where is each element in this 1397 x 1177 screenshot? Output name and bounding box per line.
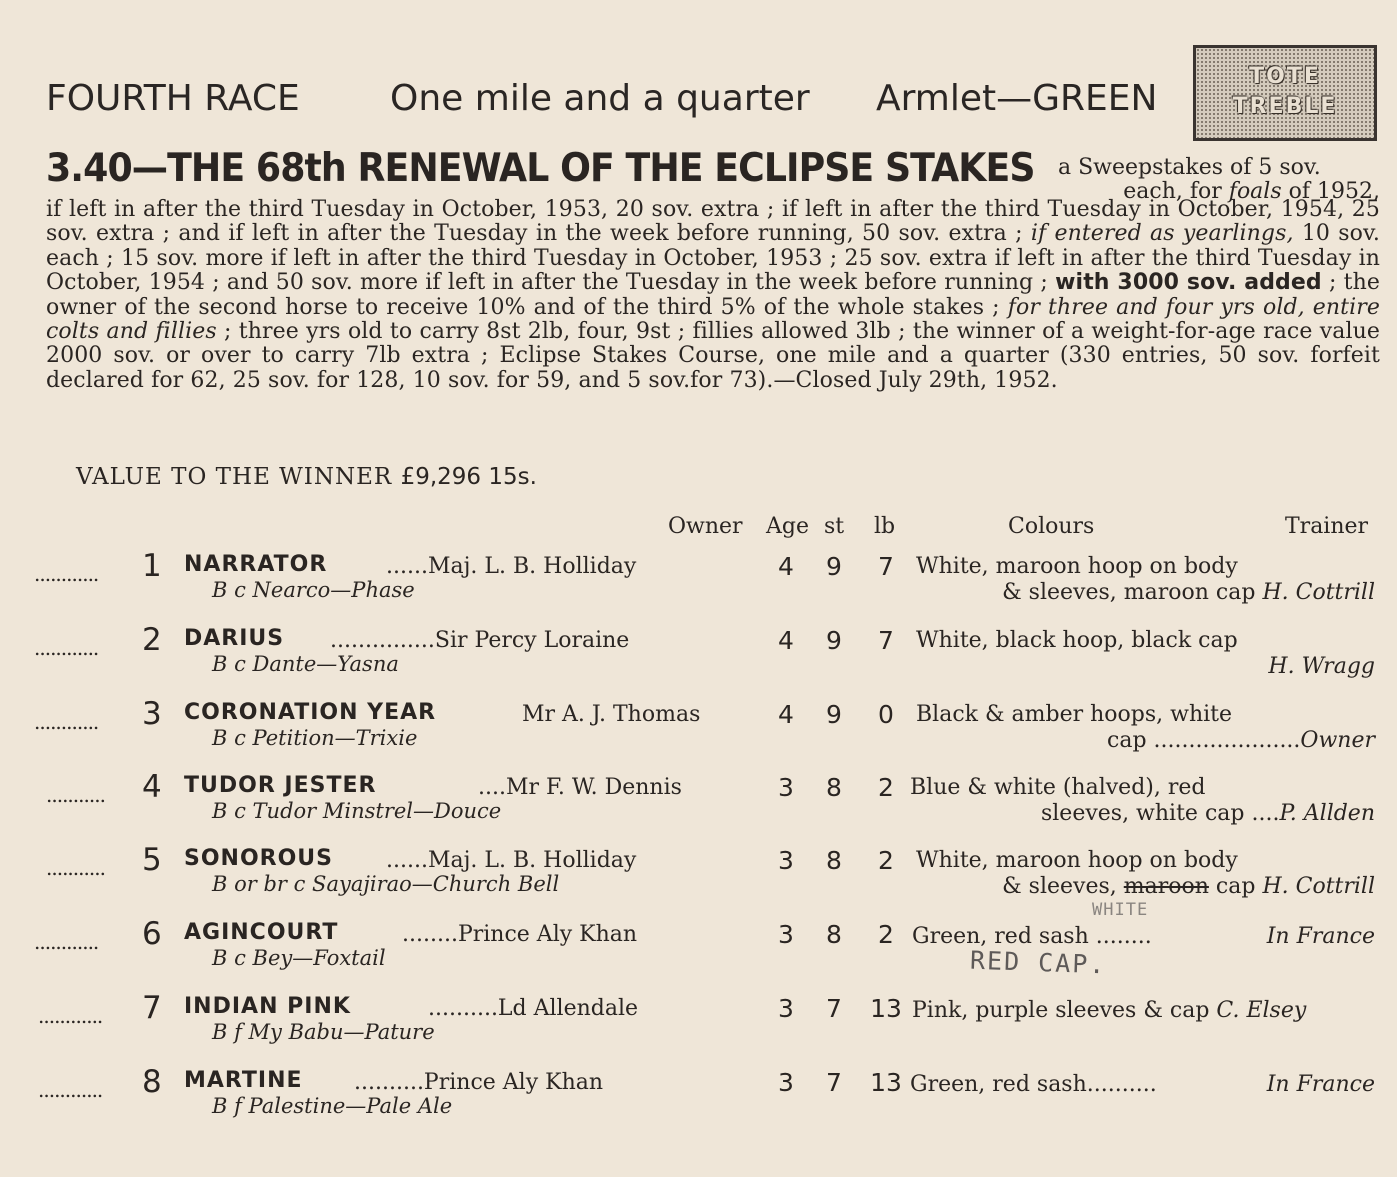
- horse-age: 3: [778, 846, 794, 875]
- column-colours: Colours: [1008, 514, 1095, 539]
- horse-pedigree: B c Dante—Yasna: [212, 652, 399, 676]
- owner-name: ..........Prince Aly Khan: [354, 1070, 604, 1095]
- horse-name: CORONATION YEAR: [184, 700, 437, 725]
- race-conditions: [46, 198, 1380, 393]
- colours-line-1: White, maroon hoop on body: [916, 848, 1238, 873]
- race-number: FOURTH RACE: [46, 78, 300, 119]
- runner-number: 5: [142, 842, 162, 878]
- weight-st: 8: [826, 846, 842, 875]
- colours-line-2-text: cap .....................: [1107, 728, 1301, 753]
- conditions-italic-1: if entered as yearlings,: [1030, 221, 1294, 247]
- race-title: 3.40—THE 68th RENEWAL OF THE ECLIPSE STAKES: [46, 146, 1035, 191]
- horse-pedigree: B or br c Sayajirao—Church Bell: [212, 872, 560, 896]
- owner-name: ...............Sir Percy Loraine: [330, 628, 630, 653]
- colours-line-2: [1107, 728, 1375, 753]
- horse-age: 4: [778, 552, 794, 581]
- owner-name: Mr A. J. Thomas: [522, 702, 701, 727]
- column-owner: Owner: [668, 514, 743, 539]
- conditions-part-1: if left in after the third Tuesday in October, 1953, 20 sov. extra ; if left in after the third Tuesday in October, 1954, 25 sov. extra ; and if left in after the Tuesday in the week before running, 50 sov. extra ;: [46, 197, 1380, 247]
- colours-line-2-text: & sleeves,: [1002, 874, 1124, 899]
- runner-dots: ............: [34, 930, 99, 954]
- conditions-part-2: 10 sov. each ; 15 sov. more if left in after the third Tuesday in October, 1953 ; 25 sov. extra if left in after the third Tuesday in October, 1954 ; and 50 sov. more if left in after the Tuesday in the week before running ;: [46, 221, 1380, 296]
- weight-lb: 2: [878, 846, 894, 875]
- weight-st: 8: [826, 773, 842, 802]
- winner-value-amount: £9,296 15s.: [400, 464, 537, 490]
- colours-line-1: Blue & white (halved), red: [910, 775, 1206, 800]
- title-side-line-2-prefix: each, for: [1123, 179, 1229, 204]
- horse-pedigree: B c Petition—Trixie: [212, 726, 418, 750]
- winner-value: [76, 464, 537, 490]
- title-side-line-1: a Sweepstakes of 5 sov.: [1058, 155, 1321, 180]
- runner-row: [0, 696, 1397, 768]
- horse-name: INDIAN PINK: [184, 994, 351, 1019]
- armlet-colour: Armlet—GREEN: [876, 78, 1158, 119]
- horse-pedigree: B f Palestine—Pale Ale: [212, 1094, 453, 1118]
- race-distance: One mile and a quarter: [390, 78, 810, 119]
- horse-age: 4: [778, 626, 794, 655]
- runner-number: 7: [142, 990, 162, 1026]
- runner-row: [0, 842, 1397, 914]
- colours-line-1-text: Pink, purple sleeves & cap: [912, 998, 1217, 1023]
- colours-line-2-text: sleeves, white cap ....: [1040, 801, 1280, 826]
- owner-name: ......Maj. L. B. Holliday: [386, 554, 637, 579]
- colours-line-1: [912, 998, 1306, 1023]
- title-side-line-2-suffix: of 1952,: [1281, 179, 1380, 204]
- tote-line-2: TREBLE: [1232, 94, 1338, 119]
- trainer-name: P. Allden: [1279, 801, 1375, 826]
- runner-dots: ...........: [46, 783, 105, 807]
- colours-line-2-tail: cap: [1208, 874, 1263, 899]
- runner-row: [0, 1064, 1397, 1136]
- trainer-name: Owner: [1300, 728, 1375, 753]
- weight-st: 8: [826, 920, 842, 949]
- weight-lb: 2: [878, 773, 894, 802]
- column-trainer: Trainer: [1285, 514, 1369, 539]
- horse-pedigree: B c Bey—Foxtail: [212, 946, 386, 970]
- weight-lb: 13: [870, 994, 902, 1023]
- conditions-part-4: ; three yrs old to carry 8st 2lb, four, 9st ; fillies allowed 3lb ; the winner of a weight-for-age race value 2000 sov. or over to carry 7lb extra ; Eclipse Stakes Course, one mile and a quarter (330 entries, 50 sov. forfeit declared for 62, 25 sov. for 128, 10 sov. for 59, and 5 sov.for 73).—Closed July 29th, 1952.: [46, 319, 1380, 393]
- handwritten-annotation-white: WHITE: [1092, 900, 1149, 920]
- runner-row: [0, 548, 1397, 620]
- runner-dots: ............: [34, 710, 99, 734]
- horse-pedigree: B f My Babu—Pature: [212, 1020, 435, 1044]
- horse-name: AGINCOURT: [184, 920, 339, 945]
- weight-lb: 2: [878, 920, 894, 949]
- owner-name: ........Prince Aly Khan: [402, 922, 638, 947]
- runner-number: 1: [142, 548, 162, 584]
- weight-lb: 0: [878, 700, 894, 729]
- horse-age: 3: [778, 773, 794, 802]
- weight-st: 7: [826, 1068, 842, 1097]
- colours-struck-word: maroon: [1123, 874, 1209, 899]
- colours-line-1: Green, red sash..........: [910, 1072, 1157, 1097]
- owner-name: ....Mr F. W. Dennis: [478, 775, 682, 800]
- horse-name: DARIUS: [184, 626, 285, 651]
- trainer-name: H. Cottrill: [1262, 580, 1375, 605]
- conditions-bold-added: with 3000 sov. added: [1055, 270, 1322, 296]
- title-side-line-2-italic: foals: [1228, 179, 1282, 204]
- weight-lb: 7: [878, 552, 894, 581]
- conditions-part-3: ; the owner of the second horse to receive 10% and of the third 5% of the whole stakes ;: [46, 270, 1380, 320]
- runner-row: [0, 916, 1397, 988]
- owner-name: ......Maj. L. B. Holliday: [386, 848, 637, 873]
- runner-number: 4: [142, 769, 162, 805]
- trainer-name: H. Cottrill: [1262, 874, 1375, 899]
- tote-treble-badge: [1193, 45, 1377, 141]
- horse-name: MARTINE: [184, 1068, 303, 1093]
- runner-number: 3: [142, 696, 162, 732]
- horse-age: 3: [778, 994, 794, 1023]
- conditions-italic-2: for three and four yrs old, entire colts and fillies: [46, 294, 1380, 345]
- colours-line-2: [1268, 654, 1375, 679]
- trainer-name: In France: [1266, 1072, 1375, 1097]
- trainer-name: H. Wragg: [1268, 654, 1375, 679]
- race-header: [46, 78, 1186, 128]
- horse-age: 3: [778, 920, 794, 949]
- runner-dots: ............: [34, 562, 99, 586]
- horse-name: NARRATOR: [184, 552, 328, 577]
- runner-dots: ...........: [46, 856, 105, 880]
- horse-pedigree: B c Nearco—Phase: [212, 578, 415, 602]
- runner-row: [0, 990, 1397, 1062]
- horse-age: 4: [778, 700, 794, 729]
- colours-line-2: [1041, 801, 1375, 826]
- horse-age: 3: [778, 1068, 794, 1097]
- colours-line-1: White, black hoop, black cap: [916, 628, 1238, 653]
- weight-lb: 13: [870, 1068, 902, 1097]
- runner-number: 6: [142, 916, 162, 952]
- trainer-name: In France: [1266, 924, 1375, 949]
- column-age: Age: [766, 514, 809, 539]
- owner-name: ..........Ld Allendale: [428, 996, 639, 1021]
- colours-line-1: Green, red sash ........: [912, 924, 1152, 949]
- runner-row: [0, 769, 1397, 841]
- colours-line-2: [1002, 874, 1375, 899]
- runner-row: [0, 622, 1397, 694]
- column-lb: lb: [874, 514, 896, 539]
- runner-dots: ............: [38, 1078, 103, 1102]
- weight-lb: 7: [878, 626, 894, 655]
- winner-value-label: VALUE TO THE WINNER: [76, 464, 393, 490]
- runner-number: 8: [142, 1064, 162, 1100]
- handwritten-annotation-red-cap: RED CAP.: [969, 945, 1107, 980]
- weight-st: 9: [826, 700, 842, 729]
- weight-st: 9: [826, 552, 842, 581]
- runner-dots: ............: [38, 1004, 103, 1028]
- runner-number: 2: [142, 622, 162, 658]
- runner-dots: ............: [34, 636, 99, 660]
- colours-line-2: [1002, 580, 1375, 605]
- trainer-name: C. Elsey: [1216, 998, 1307, 1023]
- weight-st: 9: [826, 626, 842, 655]
- weight-st: 7: [826, 994, 842, 1023]
- horse-pedigree: B c Tudor Minstrel—Douce: [212, 799, 502, 823]
- colours-line-2-text: & sleeves, maroon cap: [1002, 580, 1263, 605]
- colours-line-1: Black & amber hoops, white: [916, 702, 1233, 727]
- column-st: st: [824, 514, 845, 539]
- horse-name: TUDOR JESTER: [184, 773, 377, 798]
- horse-name: SONOROUS: [184, 846, 334, 871]
- tote-line-1: TOTE: [1249, 64, 1321, 89]
- colours-line-1: White, maroon hoop on body: [916, 554, 1238, 579]
